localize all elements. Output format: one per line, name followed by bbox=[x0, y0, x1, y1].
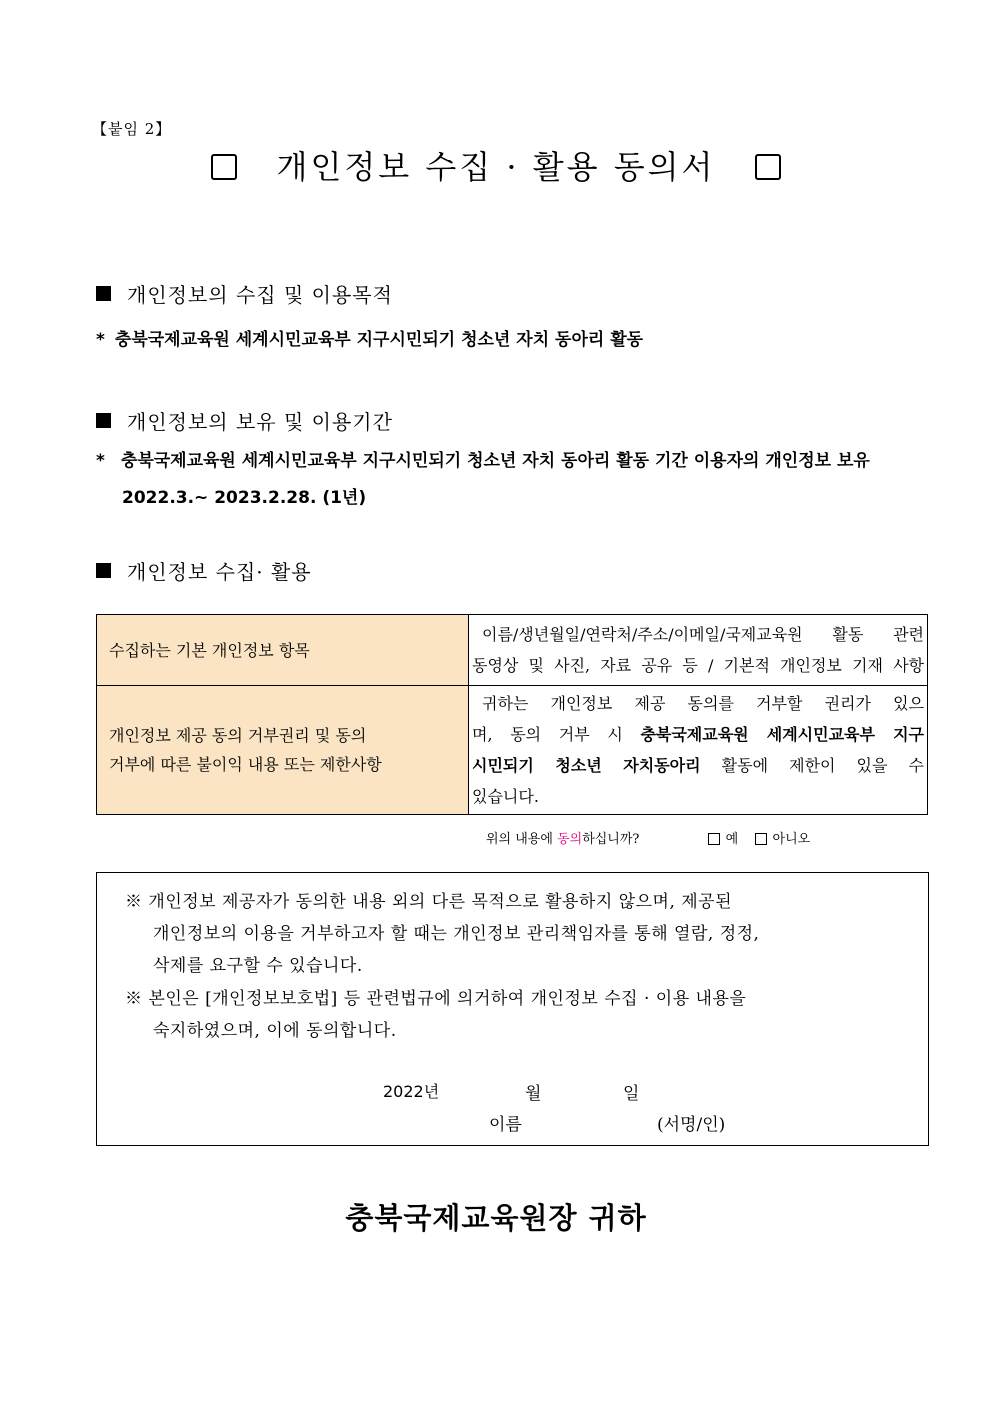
table-row bbox=[97, 615, 928, 686]
attachment-label: 【붙임 2】 bbox=[92, 120, 172, 138]
table-value-line: 있습니다. bbox=[472, 787, 539, 806]
section-heading-purpose bbox=[96, 279, 393, 308]
notice-line: 숙지하였으며, 이에 동의합니다. bbox=[153, 1021, 397, 1041]
table-value-text: 며, 동의 거부 시 bbox=[472, 725, 641, 744]
info-table bbox=[96, 614, 928, 815]
signature-month: 월 bbox=[525, 1084, 542, 1104]
square-outline-icon bbox=[211, 154, 237, 180]
table-label-cell bbox=[97, 615, 469, 686]
consent-question bbox=[486, 828, 810, 847]
table-value-bold-text: 시민되기 청소년 자치동아리 bbox=[472, 756, 701, 775]
retention-bullet bbox=[96, 446, 870, 471]
footer-addressee: 충북국제교육원장 귀하 bbox=[345, 1201, 647, 1235]
square-bullet-icon bbox=[96, 286, 111, 301]
square-outline-icon bbox=[755, 154, 781, 180]
table-label-text: 거부에 따른 불이익 내용 또는 제한사항 bbox=[109, 755, 382, 774]
notice-line: ※ 본인은 [개인정보보호법] 등 관련법규에 의거하여 개인정보 수집 · 이용 내용을 bbox=[125, 989, 747, 1009]
purpose-bullet-text: 충북국제교육원 세계시민교육부 지구시민되기 청소년 자치 동아리 활동 bbox=[114, 330, 644, 350]
document-title bbox=[0, 142, 992, 188]
table-label-cell bbox=[97, 686, 469, 815]
table-value-line: 동영상 및 사진, 자료 공유 등 / 기본적 개인정보 기재 사항 bbox=[472, 656, 924, 675]
purpose-bullet bbox=[96, 325, 643, 350]
section-heading-text: 개인정보의 보유 및 이용기간 bbox=[127, 410, 393, 434]
section-heading-text: 개인정보의 수집 및 이용목적 bbox=[127, 283, 393, 307]
table-row bbox=[97, 686, 928, 815]
no-checkbox[interactable] bbox=[755, 833, 767, 845]
signature-year: 2022년 bbox=[383, 1082, 440, 1101]
notice-box bbox=[96, 872, 929, 1146]
consent-question-text: 하십니까? bbox=[582, 832, 640, 847]
consent-question-text: 위의 내용에 bbox=[486, 832, 558, 847]
signature-day: 일 bbox=[623, 1084, 640, 1104]
asterisk-icon: * bbox=[96, 330, 105, 350]
table-value-line: 이름/생년월일/연락처/주소/이메일/국제교육원 활동 관련 bbox=[482, 625, 924, 644]
square-bullet-icon bbox=[96, 563, 111, 578]
yes-label: 예 bbox=[725, 832, 739, 847]
signature-name-label: 이름 bbox=[489, 1115, 522, 1135]
section-heading-retention bbox=[96, 406, 393, 435]
square-bullet-icon bbox=[96, 413, 111, 428]
retention-period: 2022.3.~ 2023.2.28. (1년) bbox=[122, 488, 367, 508]
table-value-bold-text: 충북국제교육원 세계시민교육부 지구 bbox=[640, 725, 925, 744]
document-title-text: 개인정보 수집 · 활용 동의서 bbox=[276, 148, 716, 186]
notice-line: 개인정보의 이용을 거부하고자 할 때는 개인정보 관리책임자를 통해 열람, 정정, bbox=[153, 924, 760, 944]
table-value-cell bbox=[469, 686, 928, 815]
notice-line: 삭제를 요구할 수 있습니다. bbox=[153, 956, 363, 976]
table-label-text: 개인정보 제공 동의 거부권리 및 동의 bbox=[109, 726, 367, 745]
asterisk-icon: * bbox=[96, 451, 105, 471]
section-heading-text: 개인정보 수집· 활용 bbox=[127, 560, 312, 584]
yes-checkbox[interactable] bbox=[708, 833, 720, 845]
table-value-cell bbox=[469, 615, 928, 686]
table-value-line bbox=[472, 719, 924, 750]
table-value-line: 귀하는 개인정보 제공 동의를 거부할 권리가 있으 bbox=[482, 694, 924, 713]
table-label-text: 수집하는 기본 개인정보 항목 bbox=[109, 640, 310, 660]
no-label: 아니오 bbox=[772, 832, 811, 847]
consent-highlight: 동의 bbox=[557, 832, 583, 847]
section-heading-collection bbox=[96, 556, 312, 585]
signature-sign-label[interactable]: (서명/인) bbox=[657, 1115, 726, 1135]
table-value-text: 활동에 제한이 있을 수 bbox=[700, 756, 924, 775]
retention-bullet-text: 충북국제교육원 세계시민교육부 지구시민되기 청소년 자치 동아리 활동 기간 이용자의 개인정보 보유 bbox=[120, 451, 870, 471]
notice-line: ※ 개인정보 제공자가 동의한 내용 외의 다른 목적으로 활용하지 않으며, 제공된 bbox=[125, 892, 733, 912]
table-value-line bbox=[472, 750, 924, 781]
